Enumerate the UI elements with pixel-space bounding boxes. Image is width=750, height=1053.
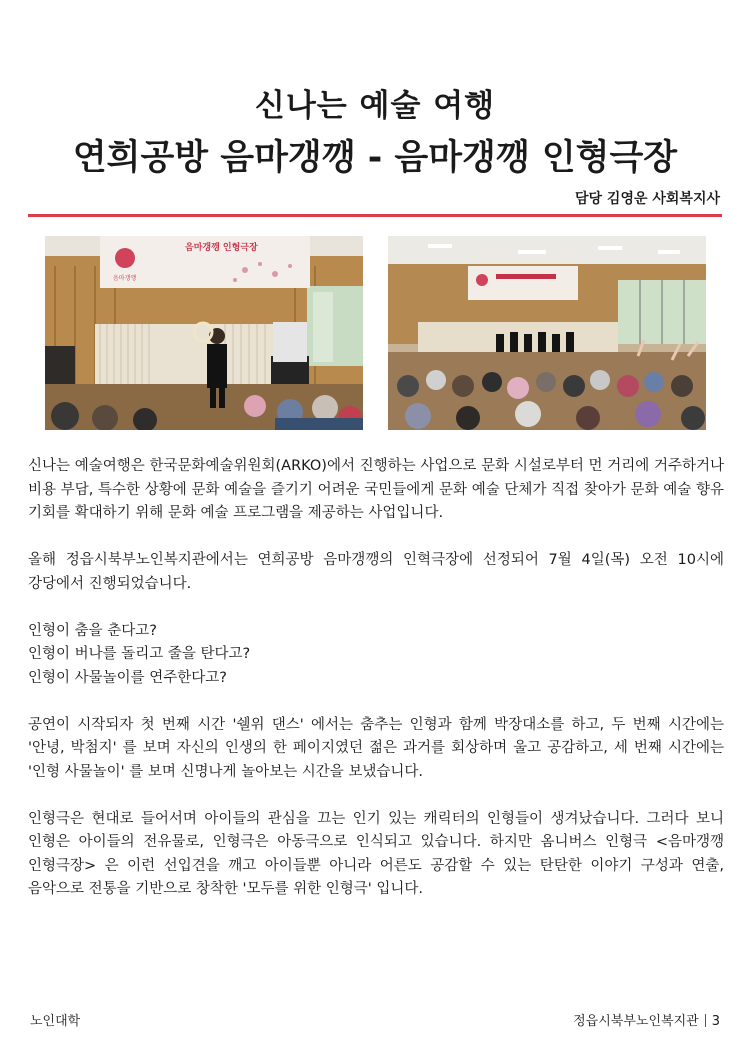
paragraph-event: 올해 정읍시북부노인복지관에서는 연희공방 음마갱깽의 인혁극장에 선정되어 7월 4일(목) 오전 10시에 강당에서 진행되었습니다. xyxy=(28,552,724,592)
paragraph-puppetry: 인형극은 현대로 들어서며 아이들의 관심을 끄는 인기 있는 캐릭터의 인형들이 생겨났습니다. 그러다 보니 인형은 아이들의 전유물로, 인형극은 아동극으로 인식되고 있습니다. 하지만 옴니버스 인형극 <음마갱깽 인형극장> 은 이런 선입견을 깨고 아이들뿐 아니라 어른도 공감할 수 있는 탄탄한 이야기 구성과 연출, 음악으로 전통을 기반으로 창착한 '모두를 위한 인형극' 입니다. xyxy=(28,810,724,897)
author-credit: 담당 김영운 사회복지사 xyxy=(575,191,720,207)
banner-title: 음마갱깽 인형극장 xyxy=(185,243,258,253)
title-divider xyxy=(28,214,722,217)
question-line-1: 인형이 춤을 춘다고? xyxy=(28,622,157,639)
paragraph-intro: 신나는 예술여행은 한국문화예술위원회(ARKO)에서 진행하는 사업으로 문화 시설로부터 먼 거리에 거주하거나 비용 부담, 특수한 상황에 문화 예술을 즐기기 어려운 국민들에게 문화 예술 단체가 직접 찾아가 문화 예술 향유 기회를 확대하기 위해 문화 예술 프로그램을 제공하는 사업입니다. xyxy=(28,458,724,521)
page-number: 3 xyxy=(711,1014,720,1029)
footer-org-page xyxy=(573,1010,720,1029)
footer-divider xyxy=(705,1014,706,1027)
event-photo-audience xyxy=(388,236,706,430)
question-line-2: 인형이 버나를 돌리고 줄을 탄다고? xyxy=(28,646,251,662)
article-body xyxy=(28,455,724,925)
title-line-1: 신나는 예술 여행 xyxy=(254,88,496,124)
footer-section: 노인대학 xyxy=(30,1014,81,1029)
event-photo-stage xyxy=(45,236,363,430)
banner-logo: 음마갱깽 xyxy=(113,275,137,282)
footer-org: 정읍시북부노인복지관 xyxy=(573,1014,699,1029)
question-line-3: 인형이 사물놀이를 연주한다고? xyxy=(28,669,228,686)
title-line-2: 연희공방 음마갱깽 - 음마갱깽 인형극장 xyxy=(72,138,678,178)
paragraph-performance: 공연이 시작되자 첫 번째 시간 '쉘위 댄스' 에서는 춤추는 인형과 함께 박장대소를 하고, 두 번째 시간에는 '안녕, 박첨지' 를 보며 자신의 인생의 한 페이지였던 젊은 과거를 회상하며 울고 공감하고, 세 번째 시간에는 '인형 사물놀이' 를 보며 신명나게 놀아보는 시간을 보냈습니다. xyxy=(28,716,724,780)
